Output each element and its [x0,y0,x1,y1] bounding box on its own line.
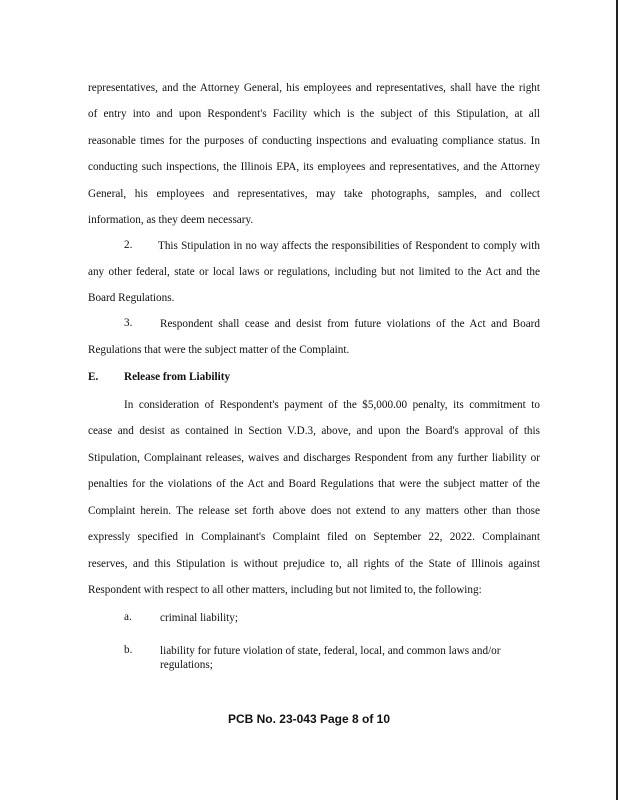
body-line: Respondent shall cease and desist from future violations of the Act and Board [160,318,540,330]
body-line: Regulations that were the subject matter of the Complaint. [88,344,350,356]
page-footer: PCB No. 23-043 Page 8 of 10 [227,712,391,726]
body-line: In consideration of Respondent's payment of the $5,000.00 penalty, its commitment to [124,399,540,411]
item-number: 3. [124,317,133,329]
body-line: reserves, and this Stipulation is without prejudice to, all rights of the State of Illinois against [88,558,540,570]
body-line: information, as they deem necessary. [88,214,254,226]
body-line: conducting such inspections, the Illinois EPA, its employees and representatives, and the Attorney [88,161,540,173]
body-line: representatives, and the Attorney General, his employees and representatives, shall have the right [88,82,540,94]
list-item: regulations; [160,659,213,671]
body-line: Stipulation, Complainant releases, waives and discharges Respondent from any further liability or [88,452,540,464]
body-line: of entry into and upon Respondent's Facility which is the subject of this Stipulation, at all [88,108,540,120]
body-line: cease and desist as contained in Section V.D.3, above, and upon the Board's approval of this [88,425,540,437]
list-letter: a. [124,611,132,623]
section-letter: E. [88,371,99,383]
body-line: Complaint herein. The release set forth above does not extend to any matters other than those [88,505,540,517]
body-line: General, his employees and representatives, may take photographs, samples, and collect [88,188,540,200]
section-heading: Release from Liability [124,371,231,383]
list-letter: b. [124,644,133,656]
body-line: Respondent with respect to all other matters, including but not limited to, the following: [88,584,482,596]
body-line: reasonable times for the purposes of conducting inspections and evaluating compliance status. In [88,135,540,147]
body-line: expressly specified in Complainant's Complaint filed on September 22, 2022. Complainant [88,531,540,543]
item-number: 2. [124,239,133,251]
body-line: Board Regulations. [88,292,175,304]
body-line: penalties for the violations of the Act and Board Regulations that were the subject matter of the [88,478,540,490]
body-line: This Stipulation in no way affects the responsibilities of Respondent to comply with [158,240,540,252]
list-item: liability for future violation of state, federal, local, and common laws and/or [160,645,501,657]
list-item: criminal liability; [160,612,238,624]
body-line: any other federal, state or local laws or regulations, including but not limited to the Act and the [88,266,540,278]
